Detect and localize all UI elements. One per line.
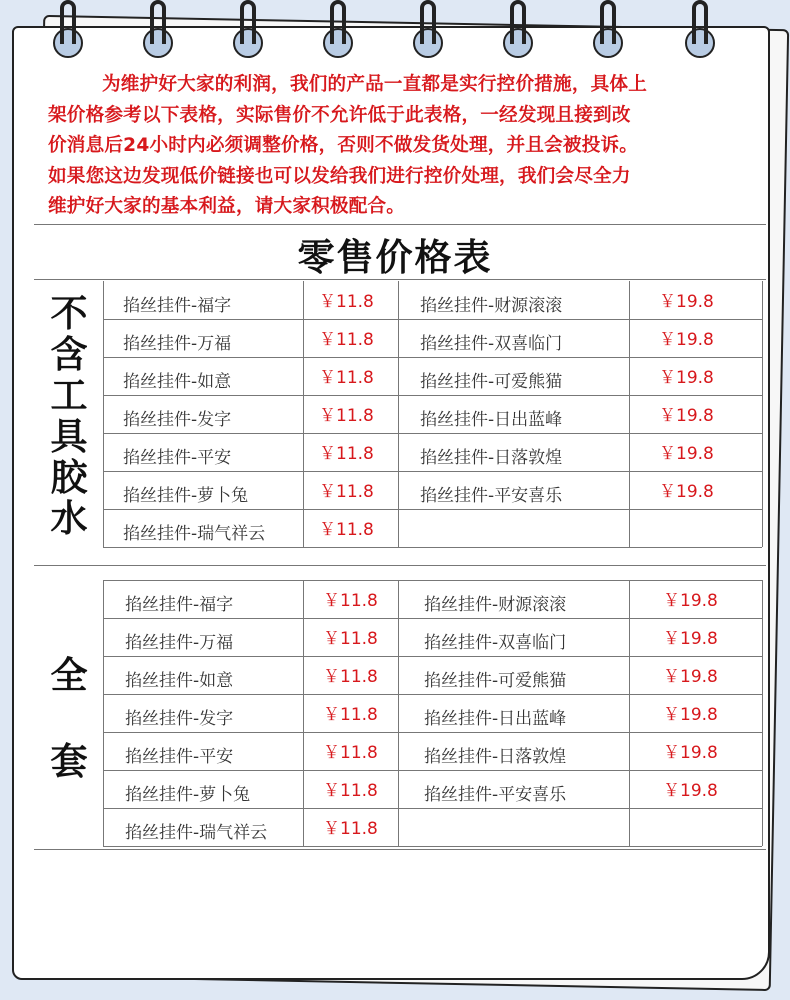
binding-ring	[322, 0, 356, 58]
ring-wire	[150, 0, 166, 44]
product-price: ￥19.8	[659, 368, 714, 388]
column-divider	[398, 580, 399, 846]
ring-wire	[330, 0, 346, 44]
row-divider	[103, 846, 762, 847]
binding-ring	[142, 0, 176, 58]
row-divider	[103, 580, 762, 581]
product-price: ￥11.8	[319, 330, 374, 350]
column-divider	[103, 580, 104, 846]
ring-wire	[510, 0, 526, 44]
column-divider	[303, 580, 304, 846]
section-label-char: 水	[50, 497, 88, 540]
row-divider	[103, 732, 762, 733]
table-title: 零售价格表	[297, 236, 493, 279]
product-name: 掐丝挂件-平安喜乐	[420, 486, 563, 506]
product-price: ￥11.8	[319, 368, 374, 388]
column-divider	[762, 580, 763, 846]
notice-line: 如果您这边发现低价链接也可以发给我们进行控价处理，我们会尽全力	[48, 165, 631, 187]
product-price: ￥11.8	[319, 482, 374, 502]
column-divider	[303, 281, 304, 547]
section-label-char: 工	[50, 374, 88, 417]
ring-wire	[692, 0, 708, 44]
product-name: 掐丝挂件-双喜临门	[424, 633, 567, 653]
notice-line: 维护好大家的基本利益，请大家积极配合。	[48, 196, 406, 217]
product-name: 掐丝挂件-日出蓝峰	[424, 709, 567, 729]
row-divider	[103, 509, 762, 510]
product-price: ￥19.8	[663, 629, 718, 649]
product-name: 掐丝挂件-发字	[125, 709, 234, 729]
product-price: ￥11.8	[319, 520, 374, 540]
product-name: 掐丝挂件-福字	[125, 595, 234, 615]
product-name: 掐丝挂件-如意	[123, 372, 232, 392]
product-name: 掐丝挂件-瑞气祥云	[125, 823, 268, 843]
row-divider	[103, 471, 762, 472]
binding-ring	[232, 0, 266, 58]
row-divider	[103, 547, 762, 548]
row-divider	[103, 433, 762, 434]
product-name: 掐丝挂件-平安	[125, 747, 234, 767]
binding-ring	[592, 0, 626, 58]
product-price: ￥11.8	[323, 591, 378, 611]
product-price: ￥19.8	[659, 406, 714, 426]
product-price: ￥11.8	[319, 444, 374, 464]
ring-wire	[420, 0, 436, 44]
section-label-char: 不	[50, 292, 88, 335]
product-name: 掐丝挂件-瑞气祥云	[123, 524, 266, 544]
column-divider	[629, 281, 630, 547]
binding-ring	[412, 0, 446, 58]
product-price: ￥19.8	[659, 444, 714, 464]
product-price: ￥19.8	[659, 292, 714, 312]
product-name: 掐丝挂件-万福	[123, 334, 232, 354]
product-price: ￥11.8	[323, 667, 378, 687]
product-name: 掐丝挂件-发字	[123, 410, 232, 430]
row-divider	[103, 808, 762, 809]
table-border	[34, 849, 766, 850]
table-border	[34, 279, 766, 280]
product-price: ￥11.8	[323, 705, 378, 725]
table-border	[34, 565, 766, 566]
binding-ring	[52, 0, 86, 58]
product-price: ￥19.8	[663, 667, 718, 687]
product-price: ￥19.8	[663, 781, 718, 801]
product-name: 掐丝挂件-平安喜乐	[424, 785, 567, 805]
product-name: 掐丝挂件-福字	[123, 296, 232, 316]
product-price: ￥11.8	[323, 743, 378, 763]
product-price: ￥11.8	[319, 292, 374, 312]
section-label-char: 含	[50, 333, 88, 376]
product-name: 掐丝挂件-日出蓝峰	[420, 410, 563, 430]
product-name: 掐丝挂件-日落敦煌	[424, 747, 567, 767]
product-name: 掐丝挂件-日落敦煌	[420, 448, 563, 468]
table-border	[34, 224, 766, 225]
product-name: 掐丝挂件-平安	[123, 448, 232, 468]
row-divider	[103, 357, 762, 358]
product-name: 掐丝挂件-萝卜兔	[123, 486, 249, 506]
price-control-notice	[48, 70, 758, 223]
product-price: ￥19.8	[659, 482, 714, 502]
notice-line: 价消息后24小时内必须调整价格，否则不做发货处理，并且会被投诉。	[48, 135, 639, 156]
section-label-char: 全	[50, 654, 88, 697]
ring-wire	[600, 0, 616, 44]
product-name: 掐丝挂件-万福	[125, 633, 234, 653]
row-divider	[103, 656, 762, 657]
section-label-char: 具	[50, 415, 88, 458]
section-label-char: 胶	[50, 456, 88, 499]
row-divider	[103, 319, 762, 320]
product-name: 掐丝挂件-双喜临门	[420, 334, 563, 354]
product-price: ￥19.8	[663, 591, 718, 611]
product-name: 掐丝挂件-可爱熊猫	[424, 671, 567, 691]
binding-ring	[684, 0, 718, 58]
product-price: ￥19.8	[663, 705, 718, 725]
product-price: ￥11.8	[319, 406, 374, 426]
column-divider	[762, 281, 763, 547]
ring-wire	[240, 0, 256, 44]
product-name: 掐丝挂件-财源滚滚	[424, 595, 567, 615]
row-divider	[103, 395, 762, 396]
product-name: 掐丝挂件-如意	[125, 671, 234, 691]
row-divider	[103, 694, 762, 695]
ring-wire	[60, 0, 76, 44]
row-divider	[103, 770, 762, 771]
product-name: 掐丝挂件-财源滚滚	[420, 296, 563, 316]
product-price: ￥11.8	[323, 819, 378, 839]
product-price: ￥11.8	[323, 781, 378, 801]
product-price: ￥19.8	[659, 330, 714, 350]
notice-line: 为维护好大家的利润，我们的产品一直都是实行控价措施，具体上	[102, 74, 648, 95]
product-price: ￥11.8	[323, 629, 378, 649]
product-name: 掐丝挂件-萝卜兔	[125, 785, 251, 805]
notice-line: 架价格参考以下表格，实际售价不允许低于此表格，一经发现且接到改	[48, 104, 631, 126]
binding-ring	[502, 0, 536, 58]
column-divider	[629, 580, 630, 846]
product-name: 掐丝挂件-可爱熊猫	[420, 372, 563, 392]
product-price: ￥19.8	[663, 743, 718, 763]
section-label-char: 套	[50, 740, 88, 783]
row-divider	[103, 618, 762, 619]
column-divider	[398, 281, 399, 547]
